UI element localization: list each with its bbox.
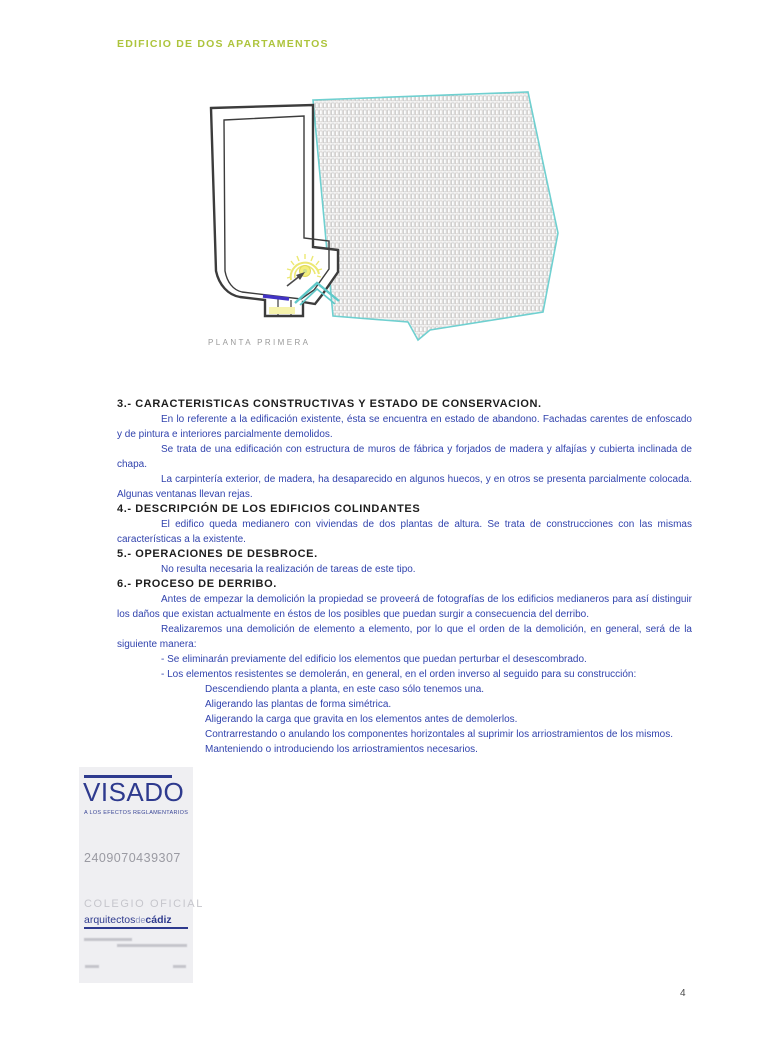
- section-4-heading: 4.- DESCRIPCIÓN DE LOS EDIFICIOS COLINDANTES: [117, 503, 421, 515]
- paragraph: En lo referente a la edificación existente, ésta se encuentra en estado de abandono. Fachadas carentes de enfoscado y de pintura e interiores parcialmente demolidos.: [117, 414, 692, 440]
- visado-stamp: [79, 767, 204, 983]
- plan-caption: PLANTA PRIMERA: [208, 338, 311, 347]
- paragraph: Realizaremos una demolición de elemento a elemento, por lo que el orden de la demolición, en general, será de la siguiente manera:: [117, 624, 692, 650]
- stamp-fine-print: [173, 965, 186, 968]
- section-3-heading: 3.- CARACTERISTICAS CONSTRUCTIVAS Y ESTADO DE CONSERVACION.: [117, 398, 542, 410]
- stamp-title: VISADO: [83, 777, 185, 807]
- hatched-roof-region: [313, 92, 558, 340]
- floor-plan-figure: [195, 88, 570, 356]
- floor-plan-drawing: [195, 88, 570, 356]
- stamp-org-name-part: cádiz: [145, 914, 172, 926]
- paragraph: Antes de empezar la demolición la propiedad se proveerá de fotografías de los edificios medianeros para así distinguir los daños que existan actualmente en éstos de los posibles que puedan surgir a consecuencia del derribo.: [117, 594, 692, 620]
- paragraph: Se trata de una edificación con estructura de muros de fábrica y forjados de madera y alfajías y cubierta inclinada de chapa.: [117, 444, 692, 470]
- stamp-fine-print: [84, 938, 132, 941]
- list-item: Aligerando las plantas de forma simétrica.: [205, 699, 392, 710]
- dash-item: - Se eliminarán previamente del edificio los elementos que puedan perturbar el desescombrado.: [161, 654, 587, 665]
- stamp-fine-print: [117, 944, 187, 947]
- stamp-subtitle: A LOS EFECTOS REGLAMENTARIOS: [84, 810, 189, 816]
- page-number: 4: [680, 988, 686, 999]
- document-body: [117, 397, 692, 757]
- stamp-org-name-part: arquitectos: [84, 914, 136, 926]
- paragraph: No resulta necesaria la realización de tareas de este tipo.: [161, 564, 416, 575]
- stamp-org-name: [84, 914, 188, 929]
- section-5-heading: 5.- OPERACIONES DE DESBROCE.: [117, 548, 318, 560]
- stamp-org-name-part: de: [135, 915, 146, 925]
- stamp-org-line: COLEGIO OFICIAL: [84, 898, 204, 910]
- list-item: Contrarrestando o anulando los componentes horizontales al suprimir los arriostramientos de los mismos.: [205, 729, 673, 740]
- document-title: EDIFICIO DE DOS APARTAMENTOS: [117, 38, 329, 50]
- stamp-registration-number: 2409070439307: [84, 851, 181, 865]
- paragraph: El edifico queda medianero con viviendas de dos plantas de altura. Se trata de construcciones con las mismas características a la existente.: [117, 519, 692, 545]
- paragraph: La carpintería exterior, de madera, ha desaparecido en algunos huecos, y en otros se presenta parcialmente colocada. Algunas ventanas llevan rejas.: [117, 474, 692, 500]
- stamp-fine-print: [85, 965, 99, 968]
- list-item: Aligerando la carga que gravita en los elementos antes de demolerlos.: [205, 714, 518, 725]
- list-item: Manteniendo o introduciendo los arriostramientos necesarios.: [205, 744, 478, 755]
- section-6-heading: 6.- PROCESO DE DERRIBO.: [117, 578, 277, 590]
- list-item: Descendiendo planta a planta, en este caso sólo tenemos una.: [205, 684, 485, 695]
- plan-yellow-sill: [269, 307, 295, 314]
- dash-item: - Los elementos resistentes se demolerán, en general, en el orden inverso al seguido para su construcción:: [161, 669, 637, 680]
